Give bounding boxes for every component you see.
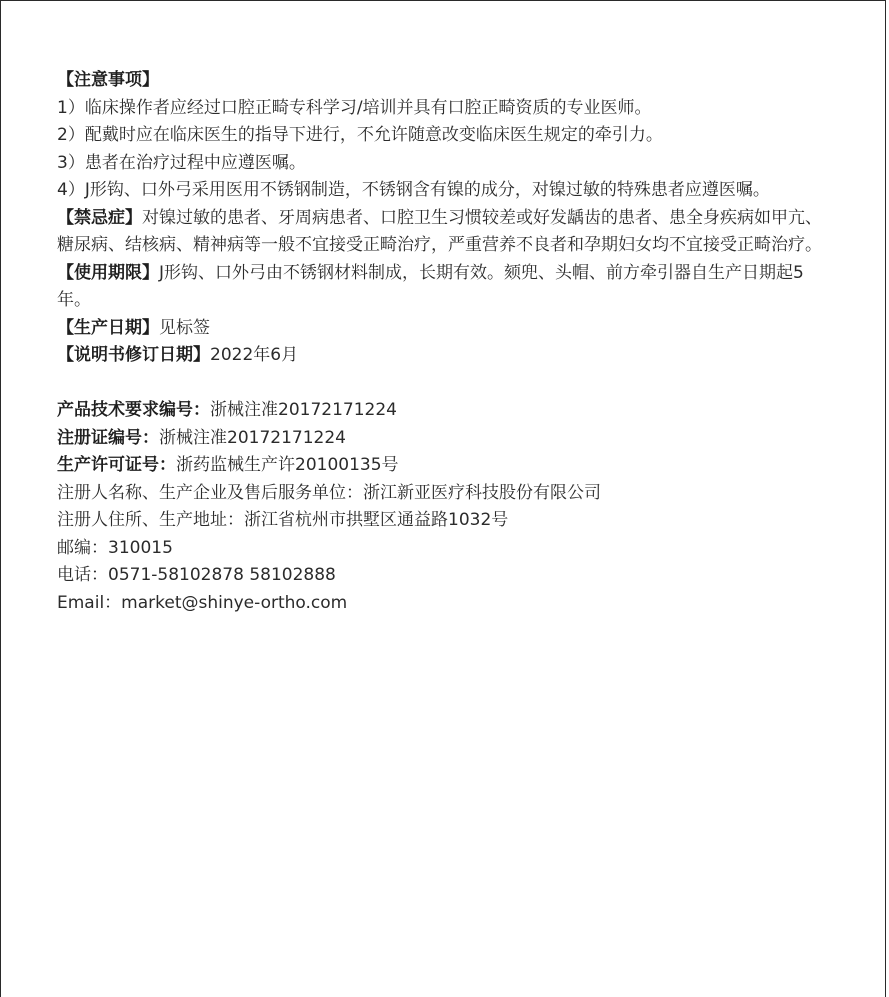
instructions-text: [57, 67, 837, 617]
postcode-line: 邮编：310015: [57, 537, 173, 558]
contraindications-section: [57, 205, 837, 260]
notice-item-4: 4）J形钩、口外弓采用医用不锈钢制造，不锈钢含有镍的成分，对镍过敏的特殊患者应遵医嘱。: [57, 180, 770, 200]
notice-item-1: 1）临床操作者应经过口腔正畸专科学习/培训并具有口腔正畸资质的专业医师。: [57, 97, 652, 118]
production-date-text: 见标签: [159, 317, 210, 338]
notice-heading: 【注意事项】: [57, 70, 159, 90]
revision-date-label: 【说明书修订日期】: [57, 345, 210, 365]
registration-cert-value: 浙械注准20172171224: [159, 427, 346, 448]
production-date-section: [57, 315, 837, 343]
tech-requirement-value: 浙械注准20172171224: [210, 400, 397, 420]
service-life-section: [57, 260, 837, 315]
revision-date-text: 2022年6月: [210, 345, 299, 365]
email-line: Email：market@shinye-ortho.com: [57, 592, 348, 613]
revision-date-section: [57, 342, 837, 370]
production-license-line: [57, 452, 837, 480]
service-life-label: 【使用期限】: [57, 262, 159, 283]
service-life-text: J形钩、口外弓由不锈钢材料制成，长期有效。颏兜、头帽、前方牵引器自生产日期起5年。: [57, 262, 804, 310]
address-line: 注册人住所、生产地址：浙江省杭州市拱墅区通益路1032号: [57, 510, 509, 530]
phone-line: 电话：0571-58102878 58102888: [57, 565, 336, 585]
tech-requirement-line: [57, 397, 837, 425]
production-date-label: 【生产日期】: [57, 317, 159, 338]
tech-requirement-label: 产品技术要求编号：: [57, 400, 210, 420]
registration-cert-line: [57, 425, 837, 453]
notice-item-3: 3）患者在治疗过程中应遵医嘱。: [57, 152, 306, 173]
production-license-value: 浙药监械生产许20100135号: [176, 455, 399, 475]
contraindications-label: 【禁忌症】: [57, 207, 142, 228]
contraindications-text: 对镍过敏的患者、牙周病患者、口腔卫生习惯较差或好发龋齿的患者、患全身疾病如甲亢、糖尿病、结核病、精神病等一般不宜接受正畸治疗，严重营养不良者和孕期妇女均不宜接受正畸治疗。: [57, 207, 822, 255]
registration-cert-label: 注册证编号：: [57, 427, 159, 448]
section-spacer: [57, 370, 837, 398]
production-license-label: 生产许可证号：: [57, 455, 176, 475]
registrant-line: 注册人名称、生产企业及售后服务单位：浙江新亚医疗科技股份有限公司: [57, 482, 601, 503]
notice-item-2: 2）配戴时应在临床医生的指导下进行，不允许随意改变临床医生规定的牵引力。: [57, 125, 663, 145]
